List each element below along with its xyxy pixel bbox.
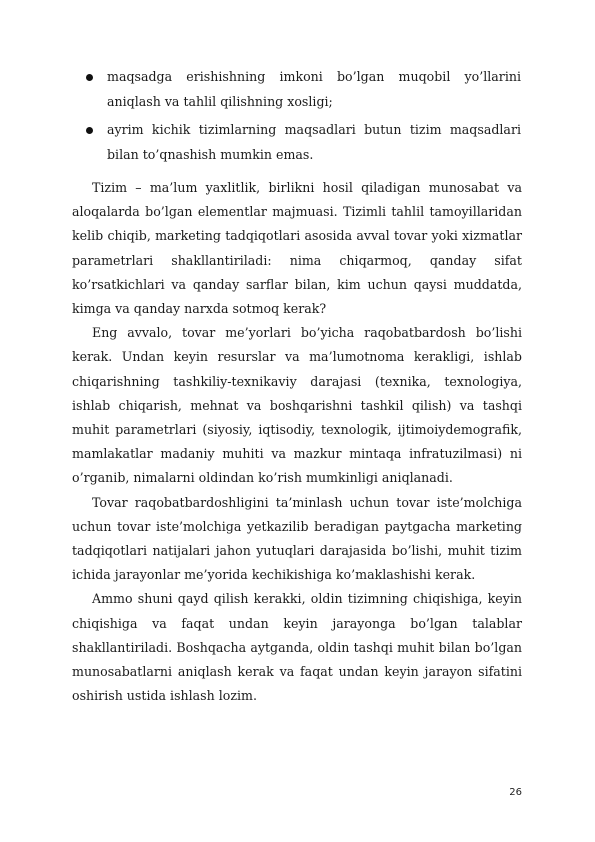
bullet-text: ayrim kichik tizimlarning maqsadlari butun tizim maqsadlari bilan to’qnashish mumkin emas. bbox=[107, 122, 521, 162]
bullet-dot-icon bbox=[86, 127, 93, 134]
paragraph: Ammo shuni qayd qilish kerakki, oldin tizimning chiqishiga, keyin chiqishiga va faqat undan keyin jarayonga bo’lgan talablar shakllantiriladi. Boshqacha aytganda, oldin tashqi muhit bilan bo’lgan munosabatlarni aniqlash kerak va faqat undan keyin jarayon sifatini oshirish ustida ishlash lozim. bbox=[72, 591, 522, 704]
bullet-item bbox=[86, 64, 521, 114]
bullet-list bbox=[86, 64, 521, 170]
body-text bbox=[72, 176, 522, 708]
paragraph: Tizim – ma’lum yaxlitlik, birlikni hosil qiladigan munosabat va aloqalarda bo’lgan elementlar majmuasi. Tizimli tahlil tamoyillaridan kelib chiqib, marketing tadqiqotlari asosida avval tovar yoki xizmatlar parametrlari shakllantiriladi: nima chiqarmoq, qanday sifat ko’rsatkichlari va qanday sarflar bilan, kim uchun qaysi muddatda, kimga va qanday narxda sotmoq kerak? bbox=[72, 180, 522, 317]
paragraph: Eng avvalo, tovar me’yorlari bo’yicha raqobatbardosh bo’lishi kerak. Undan keyin resurslar va ma’lumotnoma kerakligi, ishlab chiqarishning tashkiliy-texnikaviy darajasi (texnika, texnologiya, ishlab chiqarish, mehnat va boshqarishni tashkil qilish) va tashqi muhit parametrlari (siyosiy, iqtisodiy, texnologik, ijtimoiydemografik, mamlakatlar madaniy muhiti va mazkur mintaqa infratuzilmasi) ni o’rganib, nimalarni oldindan ko’rish mumkinligi aniqlanadi. bbox=[72, 325, 522, 486]
paragraph: Tovar raqobatbardoshligini ta’minlash uchun tovar iste’molchiga uchun tovar iste’molchiga yetkazilib beradigan paytgacha marketing tadqiqotlari natijalari jahon yutuqlari darajasida bo’lishi, muhit tizim ichida jarayonlar me’yorida kechikishiga ko’maklashishi kerak. bbox=[72, 494, 522, 583]
bullet-item bbox=[86, 117, 521, 167]
bullet-text: maqsadga erishishning imkoni bo’lgan muqobil yo’llarini aniqlash va tahlil qilishning xosligi; bbox=[107, 69, 521, 109]
page-number: 26 bbox=[509, 787, 522, 798]
bullet-dot-icon bbox=[86, 74, 93, 81]
